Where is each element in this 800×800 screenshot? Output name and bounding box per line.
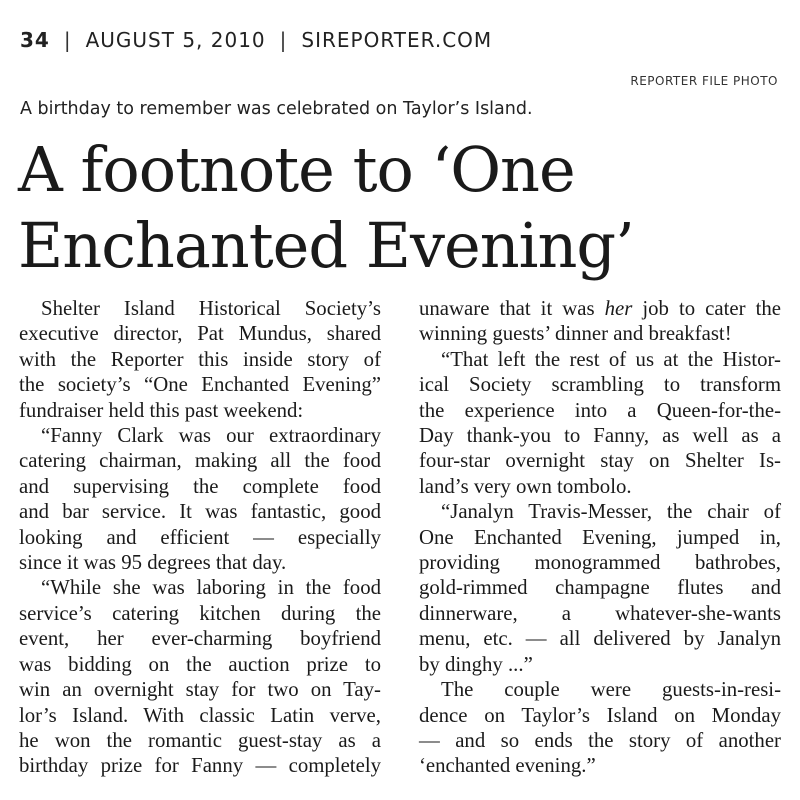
page-header [20, 28, 492, 52]
text-line: ‘enchanted evening.” [419, 754, 596, 778]
text-line: the experience into a Queen-for-the- [419, 398, 781, 422]
text-line: gold-rimmed champagne flutes and [419, 576, 781, 600]
text-line: dinnerware, a whatever-she-wants [419, 601, 781, 625]
article-column-right [419, 296, 781, 779]
text-line: “While she was laboring in the food [41, 576, 381, 600]
text-line: land’s very own tombolo. [419, 474, 632, 498]
text-line: the society’s “One Enchanted Evening” [19, 373, 381, 397]
text-line: ical Society scrambling to transform [419, 373, 781, 397]
header-separator: | [279, 28, 288, 52]
text-line: since it was 95 degrees that day. [19, 551, 287, 575]
text-line: The couple were guests-in-resi- [441, 678, 781, 702]
text-line: birthday prize for Fanny — completely [19, 754, 381, 778]
headline-line-2: Enchanted Evening’ [18, 209, 634, 282]
text-line: dence on Taylor’s Island on Monday [419, 703, 781, 727]
text-line: lor’s Island. With classic Latin verve, [19, 703, 381, 727]
text-line: and supervising the complete food [19, 474, 381, 498]
text-line: “Janalyn Travis-Messer, the chair of [441, 500, 781, 524]
text-line: and bar service. It was fantastic, good [19, 500, 381, 524]
text-line: menu, etc. — all delivered by Janalyn [419, 627, 781, 651]
issue-date: AUGUST 5, 2010 [85, 28, 266, 52]
photo-caption: A birthday to remember was celebrated on Taylor’s Island. [20, 99, 533, 119]
headline [18, 132, 788, 284]
text-line: Shelter Island Historical Society’s [41, 297, 381, 320]
text-line: providing monogrammed bathrobes, [419, 551, 781, 575]
emphasized-word: her [604, 297, 633, 320]
text-line: win an overnight stay for two on Tay- [19, 678, 381, 702]
text-line: Day thank-you to Fanny, as well as a [419, 424, 781, 448]
text-line: looking and efficient — especially [19, 525, 381, 549]
text-line: service’s catering kitchen during the [19, 601, 381, 625]
text-line: by dinghy ...” [419, 652, 533, 676]
text-line: catering chairman, making all the food [19, 449, 381, 473]
site-name[interactable]: SIREPORTER.COM [301, 28, 493, 52]
text-line: with the Reporter this inside story of [19, 347, 381, 371]
article-column-left [19, 296, 381, 779]
text-line: fundraiser held this past weekend: [19, 398, 304, 422]
text-line: “That left the rest of us at the Histor- [441, 347, 781, 371]
text-line: event, her ever-charming boyfriend [19, 627, 381, 651]
text-line: executive director, Pat Mundus, shared [19, 322, 381, 346]
photo-credit: REPORTER FILE PHOTO [630, 74, 778, 88]
page-number: 34 [20, 28, 50, 52]
text-line: — and so ends the story of another [419, 728, 781, 752]
text-line: he won the romantic guest-stay as a [19, 728, 381, 752]
text-line [419, 296, 781, 321]
text-run: job to cater the [632, 297, 781, 320]
text-line: winning guests’ dinner and breakfast! [419, 322, 732, 346]
text-line: “Fanny Clark was our extraordinary [41, 424, 381, 448]
text-line: was bidding on the auction prize to [19, 652, 381, 676]
header-separator: | [63, 28, 72, 52]
headline-line-1: A footnote to ‘One [18, 133, 575, 206]
text-line: One Enchanted Evening, jumped in, [419, 525, 781, 549]
text-run: unaware that it was [419, 297, 605, 320]
text-line: four-star overnight stay on Shelter Is- [419, 449, 781, 473]
